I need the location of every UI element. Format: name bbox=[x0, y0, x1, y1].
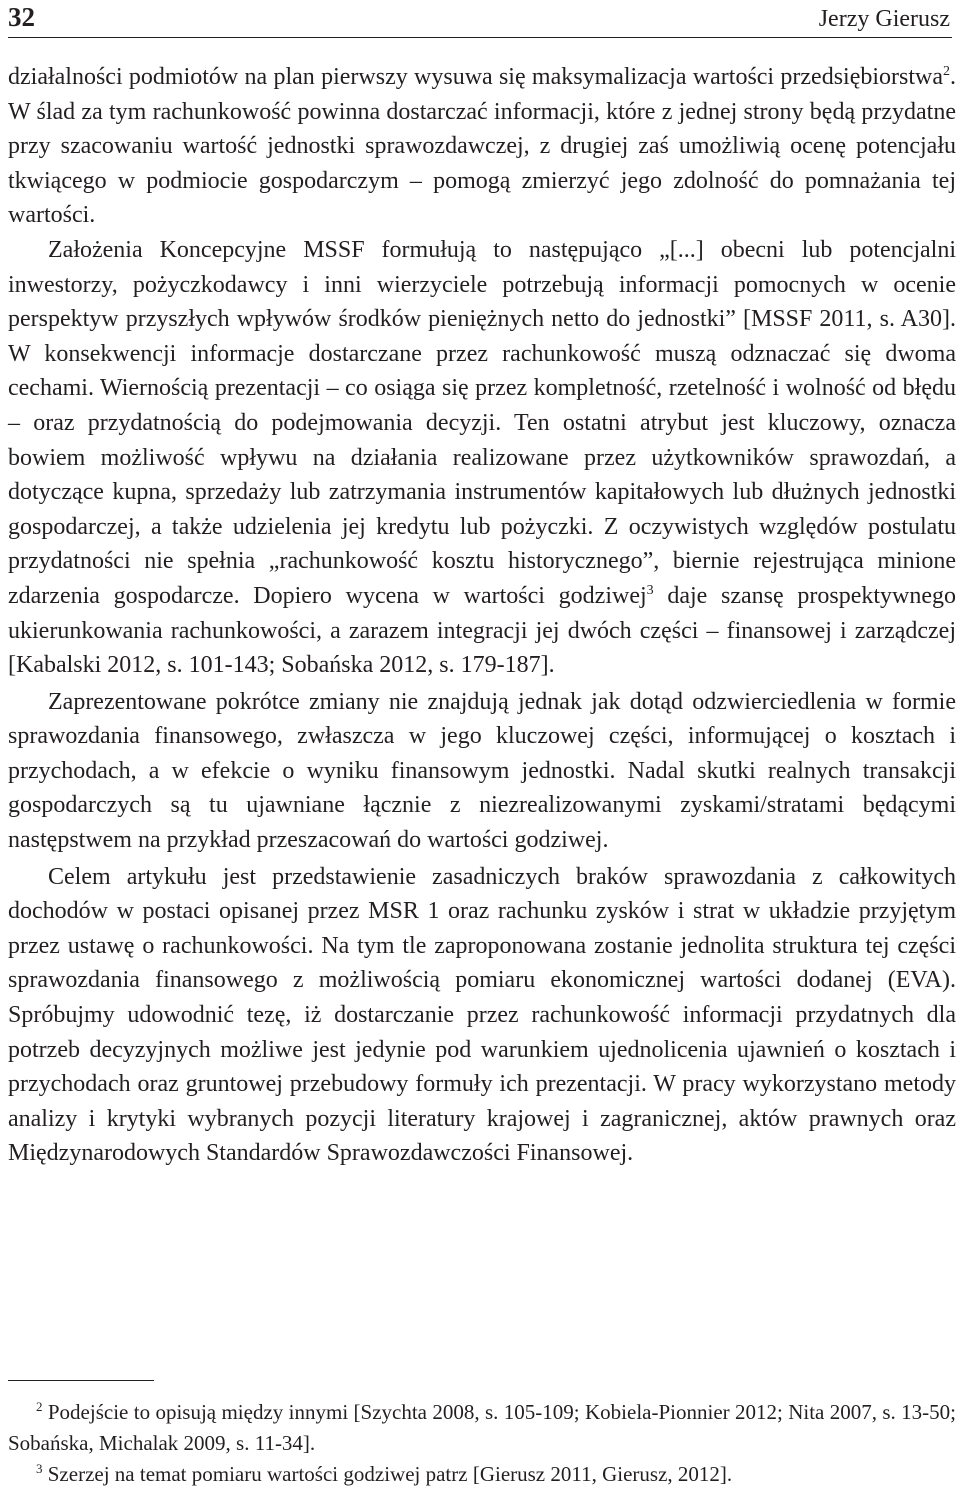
body-text bbox=[8, 60, 956, 1171]
paragraph bbox=[8, 233, 956, 683]
text-run: . W ślad za tym rachunkowość powinna dostarczać informacji, które z jednej strony będą przydatne przy szacowaniu wartość jednostki sprawozdawczej, z drugiej zaś umożliwią ocenę potencjału tkwiącego w podmiocie gospodarczym – pomogą zmierzyć jego zdolność do pomnażania tej wartości. bbox=[8, 64, 956, 229]
footnote-number: 2 bbox=[36, 1399, 43, 1414]
text-run: daje szansę prospektywnego ukierunkowania rachunkowości, a zarazem integracji jej dwóch części – finansowej i zarządczej [Kabalski 2012, s. 101-143; Sobańska 2012, s. 179-187]. bbox=[8, 582, 957, 679]
paragraph: Zaprezentowane pokrótce zmiany nie znajdują jednak jak dotąd odzwierciedlenia w formie sprawozdania finansowego, zwłaszcza w jego kluczowej części, informującej o kosztach i przychodach, a w efekcie o wyniku finansowym jednostki. Nadal skutki realnych transakcji gospodarczych są tu ujawniane łącznie z niezrealizowanymi zyskami/stratami będącymi następstwem na przykład przeszacowań do wartości godziwej. bbox=[8, 688, 956, 854]
page-header bbox=[8, 0, 952, 36]
footnote bbox=[8, 1459, 956, 1490]
footnote-ref-3[interactable]: 3 bbox=[646, 582, 654, 598]
footnote-number: 3 bbox=[36, 1461, 43, 1476]
paragraph: Celem artykułu jest przedstawienie zasadniczych braków sprawozdania z całkowitych dochodów w postaci opisanej przez MSR 1 oraz rachunku zysków i strat w układzie przyjętym przez ustawę o rachunkowości. Na tym tle zaproponowana zostanie jednolita struktura tej części sprawozdania finansowego z możliwością pomiaru ekonomicznej wartości dodanej (EVA). Spróbujmy udowodnić tezę, iż dostarczanie przez rachunkowość informacji przydatnych dla potrzeb decyzyjnych możliwe jest jedynie pod warunkiem ujednolicenia ujawnień o kosztach i przychodach oraz gruntowej przebudowy formuły ich prezentacji. W pracy wykorzystano metody analizy i krytyki wybranych pozycji literatury krajowej i zagranicznej, aktów prawnych oraz Międzynarodowych Standardów Sprawozdawczości Finansowej. bbox=[8, 863, 956, 1167]
running-title: Jerzy Gierusz bbox=[818, 6, 950, 32]
page-number: 32 bbox=[8, 2, 35, 32]
paragraph-continued bbox=[8, 60, 956, 233]
text-run: działalności podmiotów na plan pierwszy wysuwa się maksymalizacja wartości przedsiębiorstwa bbox=[8, 64, 943, 90]
footnote-separator bbox=[8, 1380, 154, 1381]
footnote bbox=[8, 1397, 956, 1459]
footnotes bbox=[8, 1397, 956, 1490]
footnote-text: Podejście to opisują między innymi [Szychta 2008, s. 105-109; Kobiela-Pionnier 2012; Nita 2007, s. 13-50; Sobańska, Michalak 2009, s. 11-34]. bbox=[8, 1400, 956, 1455]
footnote-ref-2[interactable]: 2 bbox=[943, 64, 950, 79]
footnote-text: Szerzej na temat pomiaru wartości godziwej patrz [Gierusz 2011, Gierusz, 2012]. bbox=[47, 1462, 733, 1486]
text-run: Założenia Koncepcyjne MSSF formułują to następująco „[...] obecni lub potencjalni inwestorzy, pożyczkodawcy i inni wierzyciele potrzebują informacji pomocnych w ocenie perspektyw przyszłych wpływów środków pieniężnych netto do jednostki” [MSSF 2011, s. A30]. W konsekwencji informacje dostarczane przez rachunkowość muszą odznaczać się dwoma cechami. Wiernością prezentacji – co osiąga się przez kompletność, rzetelność i wolność od błędu – oraz przydatnością do podejmowania decyzji. Ten ostatni atrybut jest kluczowy, oznacza bowiem możliwość wpływu na działania realizowane przez użytkowników sprawozdań, a dotyczące kupna, sprzedaży lub zatrzymania instrumentów kapitałowych lub dłużnych jednostki gospodarczej, a także udzielenia jej kredytu lub pożyczki. Z oczywistych względów postulatu przydatności nie spełnia „rachunkowość kosztu historycznego”, biernie rejestrująca minione zdarzenia gospodarcze. Dopiero wycena w wartości godziwej bbox=[8, 236, 956, 609]
header-rule bbox=[8, 37, 952, 38]
